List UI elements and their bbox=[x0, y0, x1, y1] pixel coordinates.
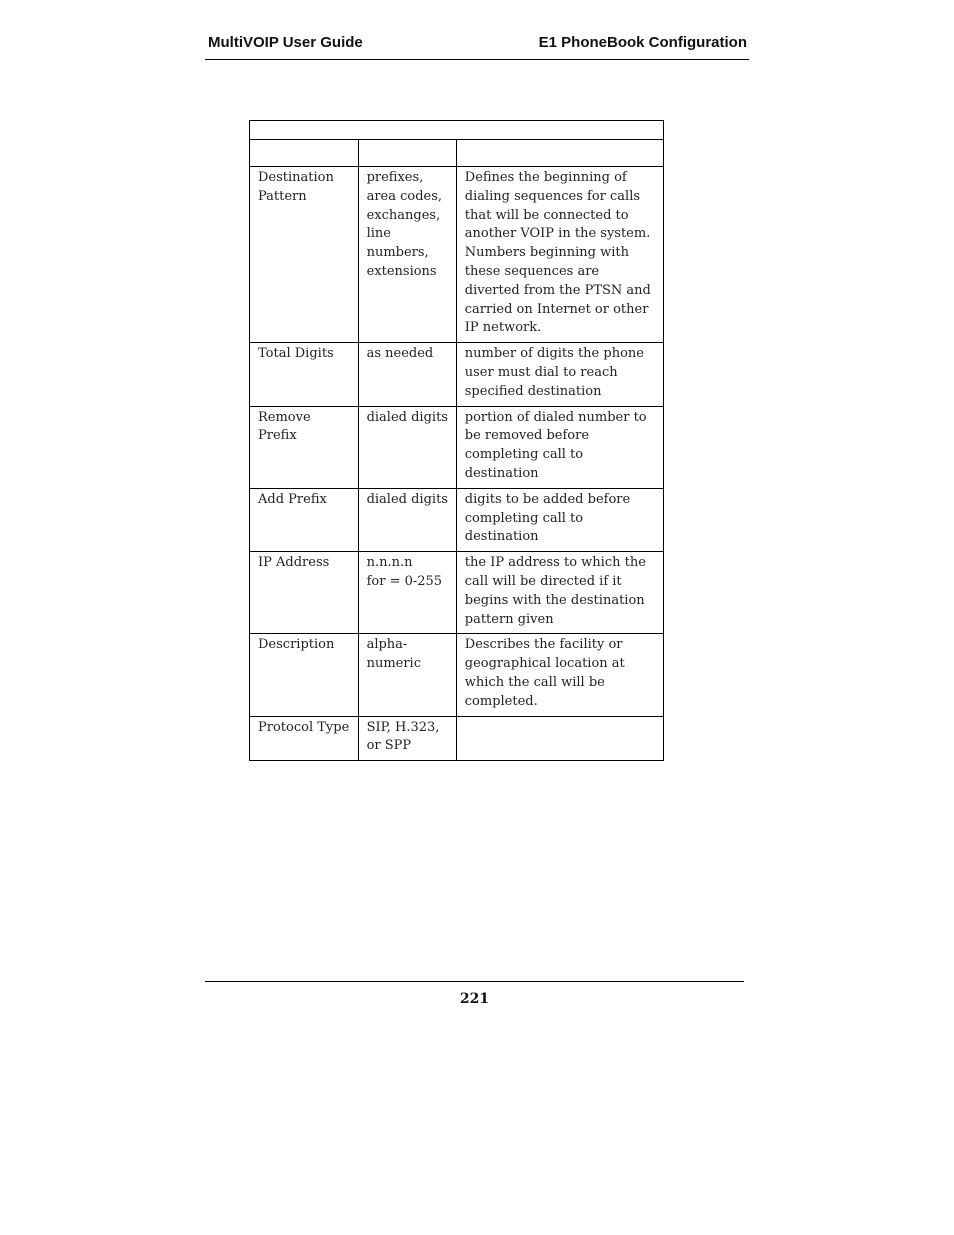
field-name-cell: Protocol Type bbox=[250, 716, 359, 761]
field-name-cell: Add Prefix bbox=[250, 488, 359, 551]
field-values-cell: dialed digits bbox=[358, 406, 456, 488]
field-description-cell: portion of dialed number to be removed before completing call to destination bbox=[456, 406, 663, 488]
column-header-values bbox=[358, 140, 456, 167]
table-row bbox=[250, 167, 664, 343]
field-values-cell: n.n.n.n for = 0-255 bbox=[358, 552, 456, 634]
field-description-cell bbox=[456, 716, 663, 761]
table-row bbox=[250, 406, 664, 488]
field-name-cell: IP Address bbox=[250, 552, 359, 634]
field-name-cell: Total Digits bbox=[250, 343, 359, 406]
table-header-row bbox=[250, 140, 664, 167]
column-header-field bbox=[250, 140, 359, 167]
table-row bbox=[250, 634, 664, 716]
table-row bbox=[250, 552, 664, 634]
footer-divider bbox=[205, 981, 744, 982]
guide-title: MultiVOIP User Guide bbox=[208, 34, 363, 51]
field-name-cell: Remove Prefix bbox=[250, 406, 359, 488]
page-header bbox=[205, 32, 749, 60]
field-description-cell: Defines the beginning of dialing sequences for calls that will be connected to another VOIP in the system. Numbers beginning with these sequences are diverted from the PTSN and carried on Internet or other IP network. bbox=[456, 167, 663, 343]
field-description-cell: Describes the facility or geographical location at which the call will be completed. bbox=[456, 634, 663, 716]
field-values-cell: dialed digits bbox=[358, 488, 456, 551]
table-row bbox=[250, 488, 664, 551]
column-header-description bbox=[456, 140, 663, 167]
table-row bbox=[250, 343, 664, 406]
phonebook-fields-table bbox=[249, 120, 664, 761]
section-title: E1 PhoneBook Configuration bbox=[538, 34, 747, 51]
field-values-cell: as needed bbox=[358, 343, 456, 406]
table-caption bbox=[250, 121, 664, 140]
table-caption-row bbox=[250, 121, 664, 140]
field-description-cell: number of digits the phone user must dial to reach specified destination bbox=[456, 343, 663, 406]
page-number: 221 bbox=[459, 991, 490, 1007]
field-description-cell: the IP address to which the call will be directed if it begins with the destination pattern given bbox=[456, 552, 663, 634]
field-values-cell: prefixes, area codes, exchanges, line numbers, extensions bbox=[358, 167, 456, 343]
field-values-cell: SIP, H.323, or SPP bbox=[358, 716, 456, 761]
field-description-cell: digits to be added before completing call to destination bbox=[456, 488, 663, 551]
field-values-cell: alpha- numeric bbox=[358, 634, 456, 716]
field-name-cell: Destination Pattern bbox=[250, 167, 359, 343]
table-row bbox=[250, 716, 664, 761]
field-name-cell: Description bbox=[250, 634, 359, 716]
